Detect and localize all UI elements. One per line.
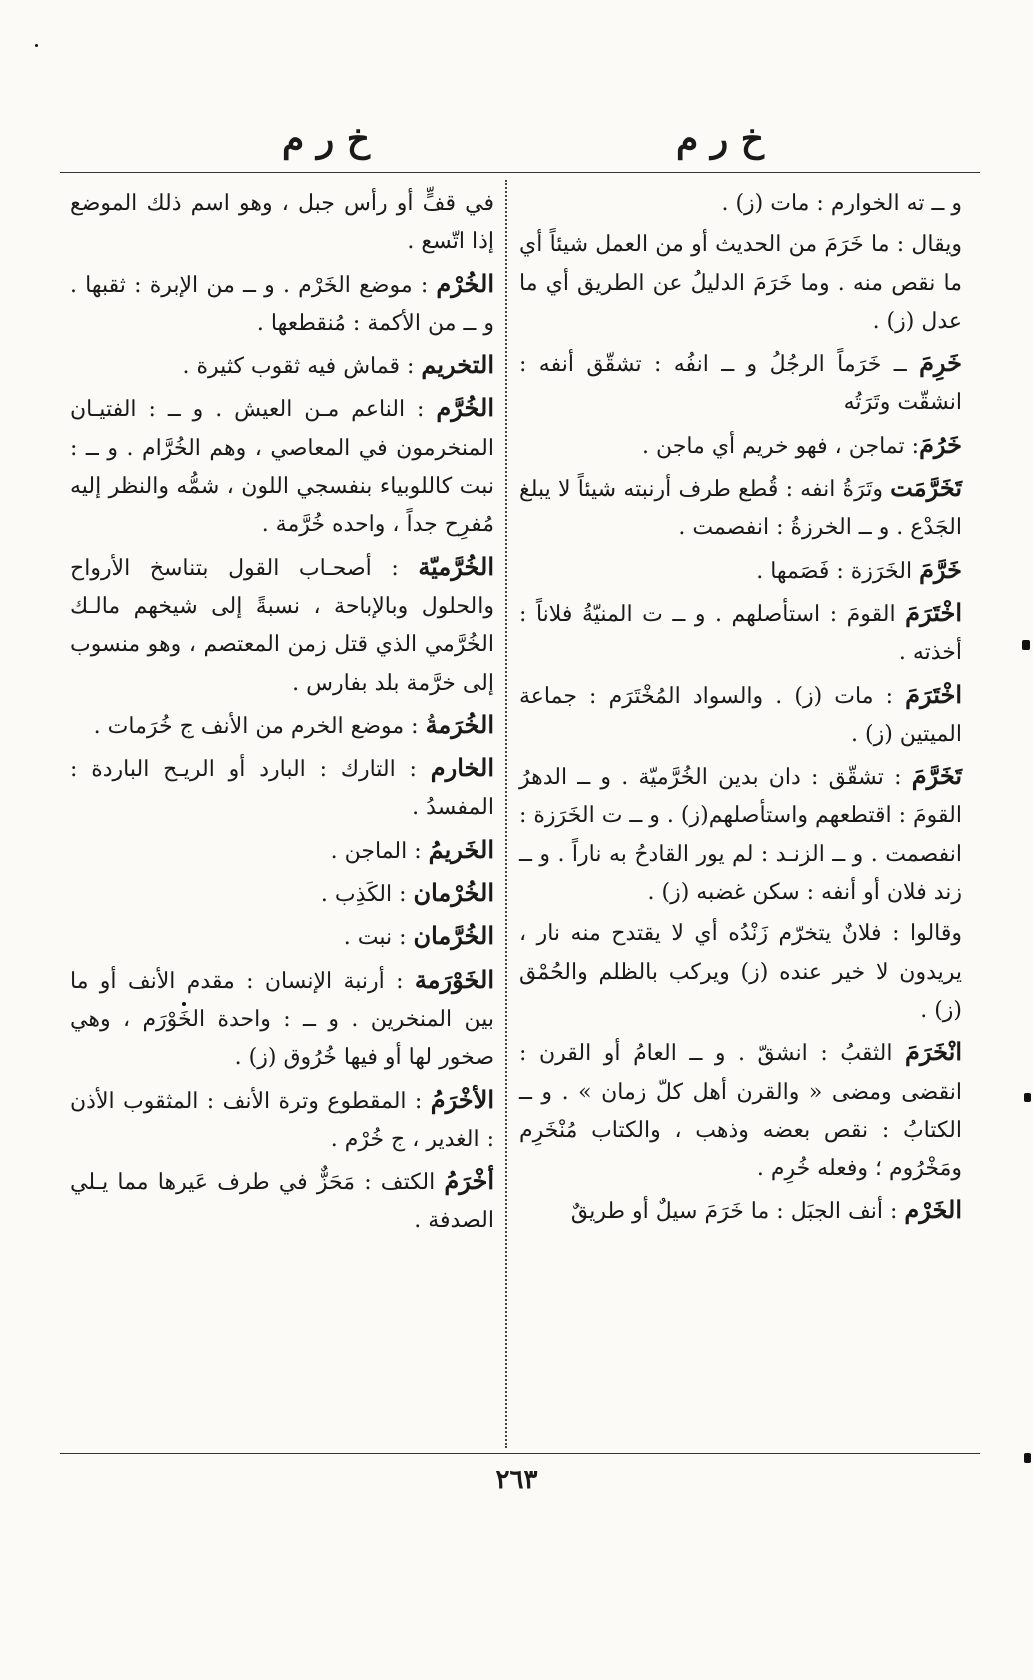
running-head-right: خ ر م [676, 118, 764, 160]
entry-headword: التخريم [421, 350, 494, 380]
entry-headword: الخُرَّم [436, 393, 494, 423]
entry-definition: : مات (ز) . والسواد المُخْتَرَم : جماعة الميتين (ز) . [519, 683, 962, 747]
entry-definition: القومَ : استأصلهم . و ــ ت المنيّةُ فلاناً : أخذته . [519, 601, 962, 666]
scan-mark [1022, 640, 1030, 650]
column-divider [505, 180, 507, 1448]
entry-definition: : موضع الخَرْم . و ــ من الإبرة : ثقبها . و ــ من الأكمة : مُنقطعها . [70, 272, 494, 336]
dictionary-entry [70, 265, 494, 344]
entry-headword: خَرِمَ [919, 348, 962, 378]
dictionary-entry [70, 1162, 494, 1241]
entry-definition: : المقطوع وترة الأنف : المثقوب الأذن : الغدير ، ج خُرْم . [70, 1088, 494, 1152]
entry-headword: أخْرَمُ [444, 1166, 494, 1196]
entry-definition: الخَرَزة : فَصَمها . [756, 558, 920, 584]
entry-definition: ُ : موضع الخرم من الأنف ج خُرَمات . [93, 713, 426, 739]
entry-definition: : أرنبة الإنسان : مقدم الأنف أو ما بين المنخرين . و ــ : واحدة الخَوْرَم ، وهي صخور لها أو فيها خُرُوق (ز) . [70, 968, 494, 1071]
dictionary-entry [519, 1191, 962, 1231]
entry-definition: : الكَذِب . [320, 882, 414, 908]
scan-mark [35, 44, 38, 47]
scan-mark [182, 1002, 186, 1006]
entry-headword: الخُرْمان [413, 878, 494, 908]
entry-definition: : أصحـاب القول بتناسخ الأرواح والحلول وبالإباحة ، نسبةً إلى شيخهم مالـك الخُرَّمي الذي قتل زمن المعتصم ، وهو منسوب إلى خرَّمة بلد بفارس . [70, 555, 494, 696]
entry-definition: : تشقّق : دان بدين الخُرَّميّة . و ــ الدهرُ القومَ : اقتطعهم واستأصلهم(ز) . و ــ ت الخَرَزة : انفصمت . و ــ الزنـد : لم يور القادحُ به ناراً . و ــ زند فلان أو أنفه : سكن غضبه (ز) . [519, 765, 962, 906]
entry-definition: في قفٍّ أو رأس جبل ، وهو اسم ذلك الموضع إذا اتّسع . [70, 191, 494, 255]
dictionary-entry [519, 185, 962, 223]
dictionary-entry [70, 961, 494, 1078]
dictionary-entry [519, 226, 962, 341]
entry-headword: الخارم [430, 753, 494, 783]
dictionary-entry [519, 344, 962, 423]
entry-headword: الخَريمُ [428, 834, 494, 864]
entry-definition: : التارك : البارد أو الريـح الباردة : المفسدُ . [70, 757, 494, 821]
dictionary-entry [70, 831, 494, 871]
entry-headword: اخْتَرَمَ [905, 597, 962, 627]
dictionary-entry [519, 426, 962, 466]
entry-definition: : قماش فيه ثقوب كثيرة . [182, 354, 422, 380]
entry-definition: : الماجن . [330, 838, 429, 864]
entry-definition: : تماجن ، فهو خريم أي ماجن . [642, 433, 920, 459]
entry-definition: الثقبُ : انشقّ . و ــ العامُ أو القرن : انقضى ومضى « والقرن أهل كلّ زمان » . و ــ الكتابُ : نقص بعضه وذهب ، والكتاب مُنْخَرِم ومَخْرُوم ؛ وفعله خُرِم . [519, 1041, 962, 1182]
left-column [70, 185, 494, 1244]
dictionary-entry [70, 185, 494, 262]
entry-headword: انْخَرَمَ [905, 1037, 962, 1067]
scan-mark [1024, 1453, 1031, 1463]
scan-mark [1024, 1093, 1031, 1102]
dictionary-entry [519, 915, 962, 1030]
entry-headword: الخَوْرَمة [414, 964, 494, 994]
dictionary-entry [70, 874, 494, 914]
entry-definition: : نبت . [343, 925, 414, 951]
entry-definition: الكتف : مَحَزٌّ في طرف عَيرها مما يـلي الصدفة . [70, 1170, 494, 1234]
dictionary-entry [70, 389, 494, 544]
entry-definition: وتَرَةُ انفه : قُطع طرف أرنبته شيئاً لا يبلغ الجَدْع . و ــ الخرزةُ : انفصمت . [519, 477, 962, 541]
entry-definition: : الناعم مـن العيش . و ــ : الفتيـان المنخرمون في المعاصي ، وهم الخُرَّام . و ــ : نبت كاللوبياء بنفسجي اللون ، شمُّه والنظر إليه مُفرِح جداً ، واحده خُرَّمة . [70, 397, 494, 538]
entry-headword: الخُرَمة [425, 709, 494, 739]
entry-headword: الخُرَّمان [413, 921, 494, 951]
entry-headword: خَرُمَ [919, 429, 962, 459]
entry-headword: الأخْرَمُ [430, 1084, 494, 1114]
entry-headword: الخُرَّميّة [418, 551, 494, 581]
entry-definition: ــ خَرَماً الرجُلُ و ــ انفُه : تشقّق أنفه : انشقّت وتَرَتُه [519, 352, 962, 416]
dictionary-entry [70, 1081, 494, 1160]
right-column [519, 185, 962, 1235]
dictionary-entry [519, 594, 962, 673]
entry-headword: اخْتَرَمَ [905, 679, 962, 709]
dictionary-entry [70, 749, 494, 828]
entry-definition: وقالوا : فلانٌ يتخرّم زَنْدُه أي لا يقتدح منه نار ، يريدون لا خير عنده (ز) ويركب بالظلم والحُمْق (ز) . [519, 921, 962, 1023]
running-head-left: خ ر م [282, 118, 370, 160]
top-rule [60, 172, 980, 173]
entry-headword: الخَرْم [904, 1195, 962, 1225]
dictionary-entry [519, 1033, 962, 1188]
entry-definition: ويقال : ما خَرَمَ من الحديث أو من العمل شيئاً أي ما نقص منه . وما خَرَمَ الدليلُ عن الطريق أي ما عدل (ز) . [519, 232, 962, 334]
dictionary-entry [70, 346, 494, 386]
dictionary-entry [70, 548, 494, 703]
bottom-rule [60, 1453, 980, 1454]
dictionary-entry [70, 917, 494, 957]
dictionary-entry [519, 676, 962, 755]
entry-definition: و ــ ته الخوارم : مات (ز) . [721, 191, 962, 216]
entry-definition: : أنف الجبَل : ما خَرَمَ سيلٌ أو طريقٌ [570, 1199, 905, 1225]
page-number: ٢٦٣ [495, 1465, 538, 1495]
entry-headword: تَخَرَّمَ [911, 761, 962, 791]
dictionary-entry [519, 551, 962, 591]
entry-headword: الخُرْم [436, 268, 494, 298]
entry-headword: تَخَرَّمَت [890, 473, 962, 503]
dictionary-entry [519, 757, 962, 912]
dictionary-entry [519, 469, 962, 548]
entry-headword: خَرَّمَ [919, 554, 962, 584]
dictionary-entry [70, 706, 494, 746]
